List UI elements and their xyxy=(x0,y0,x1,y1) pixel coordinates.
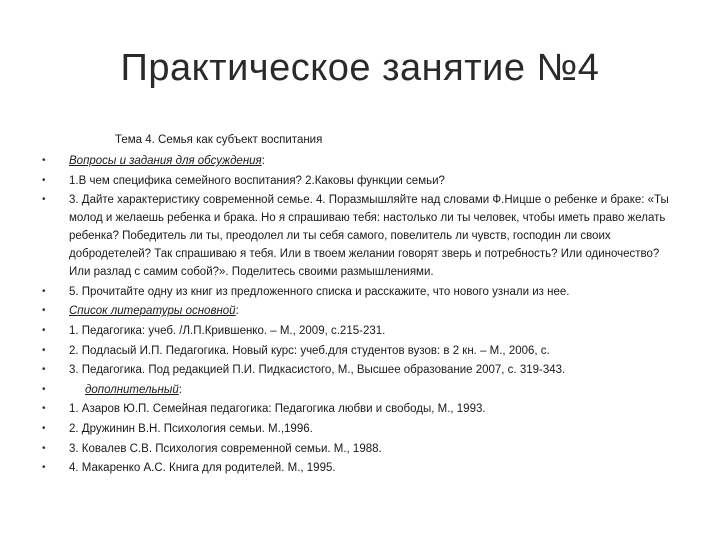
list-item xyxy=(42,283,682,301)
main-literature-heading: Список литературы основной xyxy=(69,305,236,318)
topic-subtitle: Тема 4. Семья как субъект воспитания xyxy=(115,134,323,146)
list-item xyxy=(42,342,682,360)
page-title: Практическое занятие №4 xyxy=(120,47,600,89)
colon: : xyxy=(261,155,265,167)
colon: : xyxy=(178,383,182,396)
list-item xyxy=(42,361,682,379)
content-list xyxy=(42,152,682,479)
list-item xyxy=(42,191,682,281)
list-item xyxy=(42,459,682,477)
reference-additional-2: 2. Дружинин В.Н. Психология семьи. М.,1996. xyxy=(69,422,313,435)
question-5: 5. Прочитайте одну из книг из предложенного списка и расскажите, что нового узнали из нее. xyxy=(69,285,570,298)
reference-additional-1: 1. Азаров Ю.П. Семейная педагогика: Педагогика любви и свободы, М., 1993. xyxy=(69,403,486,416)
reference-main-2: 2. Подласый И.П. Педагогика. Новый курс: учеб.для студентов вузов: в 2 кн. – М., 2006, с. xyxy=(69,344,550,357)
reference-additional-3: 3. Ковалев С.В. Психология современной семьи. М., 1988. xyxy=(69,442,382,455)
list-item-additional-heading xyxy=(42,381,682,399)
reference-main-1: 1. Педагогика: учеб. /Л.П.Крившенко. – М., 2009, с.215-231. xyxy=(69,324,386,337)
additional-literature-heading: дополнительный xyxy=(85,383,179,396)
list-item xyxy=(42,172,682,190)
question-1-2: 1.В чем специфика семейного воспитания? 2.Каковы функции семьи? xyxy=(69,174,445,187)
question-3-4: 3. Дайте характеристику современной семье. 4. Поразмышляйте над словами Ф.Ницше о ребенке и браке: «Ты молод и желаешь ребенка и брака. Но я спрашиваю тебя: настолько ли ты человек, чтобы иметь право желать ребенка? Победитель ли ты, преодолел ли ты себя самого, повелитель ли чувств, господин ли своих добродетелей? Так спрашиваю я тебя. Или в твоем желании говорят зверь и потребность? Или одиночество? Или разлад с самим собой?». Поделитесь своими размышлениями. xyxy=(69,194,669,279)
colon: : xyxy=(235,305,239,318)
list-item xyxy=(42,322,682,340)
reference-main-3: 3. Педагогика. Под редакцией П.И. Пидкасистого, М., Высшее образование 2007, с. 319-343. xyxy=(69,364,566,377)
discussion-heading: Вопросы и задания для обсуждения xyxy=(69,155,262,167)
list-item xyxy=(42,400,682,418)
list-item xyxy=(42,440,682,458)
list-item-discussion-heading xyxy=(42,152,682,170)
list-item-main-literature-heading xyxy=(42,302,682,320)
reference-additional-4: 4. Макаренко А.С. Книга для родителей. М., 1995. xyxy=(69,462,336,475)
list-item xyxy=(42,420,682,438)
